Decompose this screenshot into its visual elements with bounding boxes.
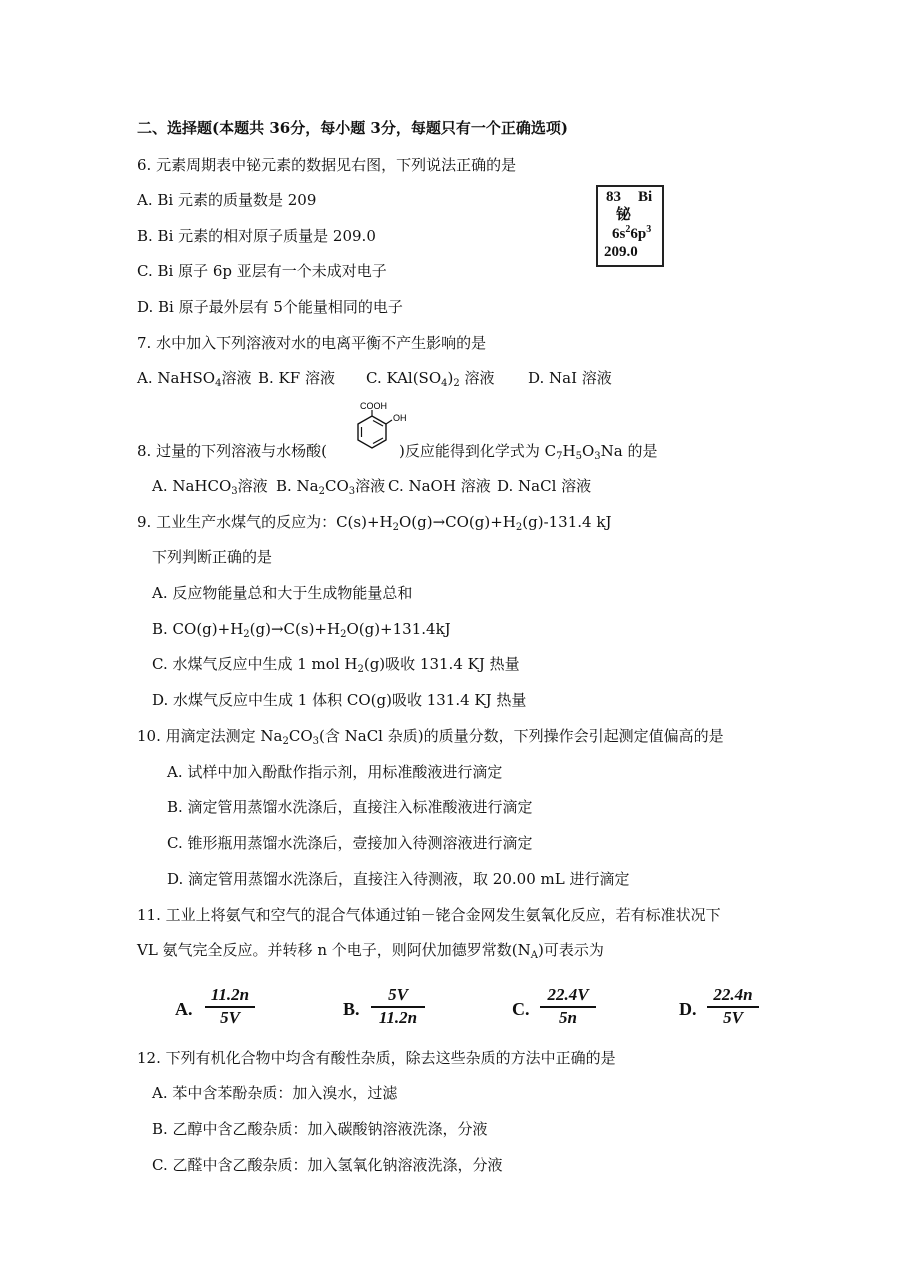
electron-config: $6s^26p^3$ [612, 224, 652, 242]
q6-option-b: B. Bi 元素的相对原子质量是 209.0 [137, 227, 376, 245]
bismuth-element-box [596, 185, 664, 267]
q8-stem-end: )反应能得到化学式为 $C_7H_5O_3Na$ 的是 [399, 442, 658, 462]
q12-option-b: B. 乙醇中含乙酸杂质：加入碳酸钠溶液洗涤，分液 [152, 1120, 488, 1138]
q9-option-a: A. 反应物能量总和大于生成物能量总和 [152, 584, 413, 602]
q7-stem: 7. 水中加入下列溶液对水的电离平衡不产生影响的是 [137, 334, 487, 352]
section-title: 二、选择题(本题共 36分，每小题 3分，每题只有一个正确选项) [137, 119, 568, 137]
q10-option-a: A. 试样中加入酚酞作指示剂，用标准酸液进行滴定 [167, 763, 503, 781]
q7-option-b: B. KF 溶液 [258, 369, 335, 387]
element-symbol: Bi [638, 189, 653, 205]
atomic-mass: 209.0 [604, 244, 638, 260]
q9-stem: 9. 工业生产水煤气的反应为：$C(s)+H_2O(g)\to CO(g)+H_2(g)-131.4$ kJ [137, 513, 612, 533]
q9-option-b: B. $CO(g)+H_2(g)\to C(s)+H_2O(g)+131.4kJ$ [152, 620, 451, 640]
cooh-label: COOH [360, 401, 387, 411]
q12-option-a: A. 苯中含苯酚杂质：加入溴水，过滤 [152, 1084, 398, 1102]
q9-sub-stem: 下列判断正确的是 [152, 548, 273, 566]
q11-option-d: D. 22.4n 5V [679, 985, 759, 1031]
q11-option-b: B. 5V 11.2n [343, 985, 425, 1031]
q8-stem-start: 8. 过量的下列溶液与水杨酸( [137, 442, 327, 460]
q7-option-a: A. NaHSO$_4$溶液 [137, 369, 252, 389]
q6-option-a: A. Bi 元素的质量数是 209 [137, 191, 317, 209]
q6-option-c: C. Bi 原子 6p 亚层有一个未成对电子 [137, 262, 387, 280]
q10-stem: 10. 用滴定法测定 $Na_2CO_3$(含 NaCl 杂质)的质量分数，下列操作会引起测定值偏高的是 [137, 727, 724, 747]
atomic-number: 83 [606, 189, 621, 205]
q8-option-b: B. $Na_2CO_3$溶液 [276, 477, 386, 497]
q11-option-a: A. 11.2n 5V [175, 985, 255, 1031]
q8-option-c: C. NaOH 溶液 [388, 477, 491, 495]
q11-stem-line1: 11. 工业上将氨气和空气的混合气体通过铂－铑合金网发生氨氧化反应，若有标准状况下 [137, 906, 721, 924]
oh-label: OH [393, 413, 407, 423]
q9-option-d: D. 水煤气反应中生成 1 体积 CO(g)吸收 131.4 KJ 热量 [152, 691, 527, 709]
q7-option-c: C. $KAl(SO_4)_2$ 溶液 [366, 369, 495, 389]
q9-option-c: C. 水煤气反应中生成 1 mol $H_2(g)$吸收 131.4 KJ 热量 [152, 655, 520, 675]
q11-stem-line2: VL 氨气完全反应。并转移 n 个电子，则阿伏加德罗常数$(N_A)$可表示为 [137, 941, 604, 961]
q8-option-d: D. NaCl 溶液 [497, 477, 592, 495]
q10-option-b: B. 滴定管用蒸馏水洗涤后，直接注入标准酸液进行滴定 [167, 798, 533, 816]
q11-option-c: C. 22.4V 5n [512, 985, 596, 1031]
q7-option-d: D. NaI 溶液 [528, 369, 612, 387]
q6-option-d: D. Bi 原子最外层有 5个能量相同的电子 [137, 298, 403, 316]
q10-option-c: C. 锥形瓶用蒸馏水洗涤后，壹接加入待测溶液进行滴定 [167, 834, 533, 852]
q10-option-d: D. 滴定管用蒸馏水洗涤后，直接注入待测液，取 20.00 mL 进行滴定 [167, 870, 630, 888]
q12-option-c: C. 乙醛中含乙酸杂质：加入氢氧化钠溶液洗涤，分液 [152, 1156, 503, 1174]
q12-stem: 12. 下列有机化合物中均含有酸性杂质，除去这些杂质的方法中正确的是 [137, 1049, 616, 1067]
q8-option-a: A. NaHCO$_3$溶液 [152, 477, 268, 497]
element-name: 铋 [616, 207, 632, 223]
q6-stem: 6. 元素周期表中铋元素的数据见右图，下列说法正确的是 [137, 156, 517, 174]
